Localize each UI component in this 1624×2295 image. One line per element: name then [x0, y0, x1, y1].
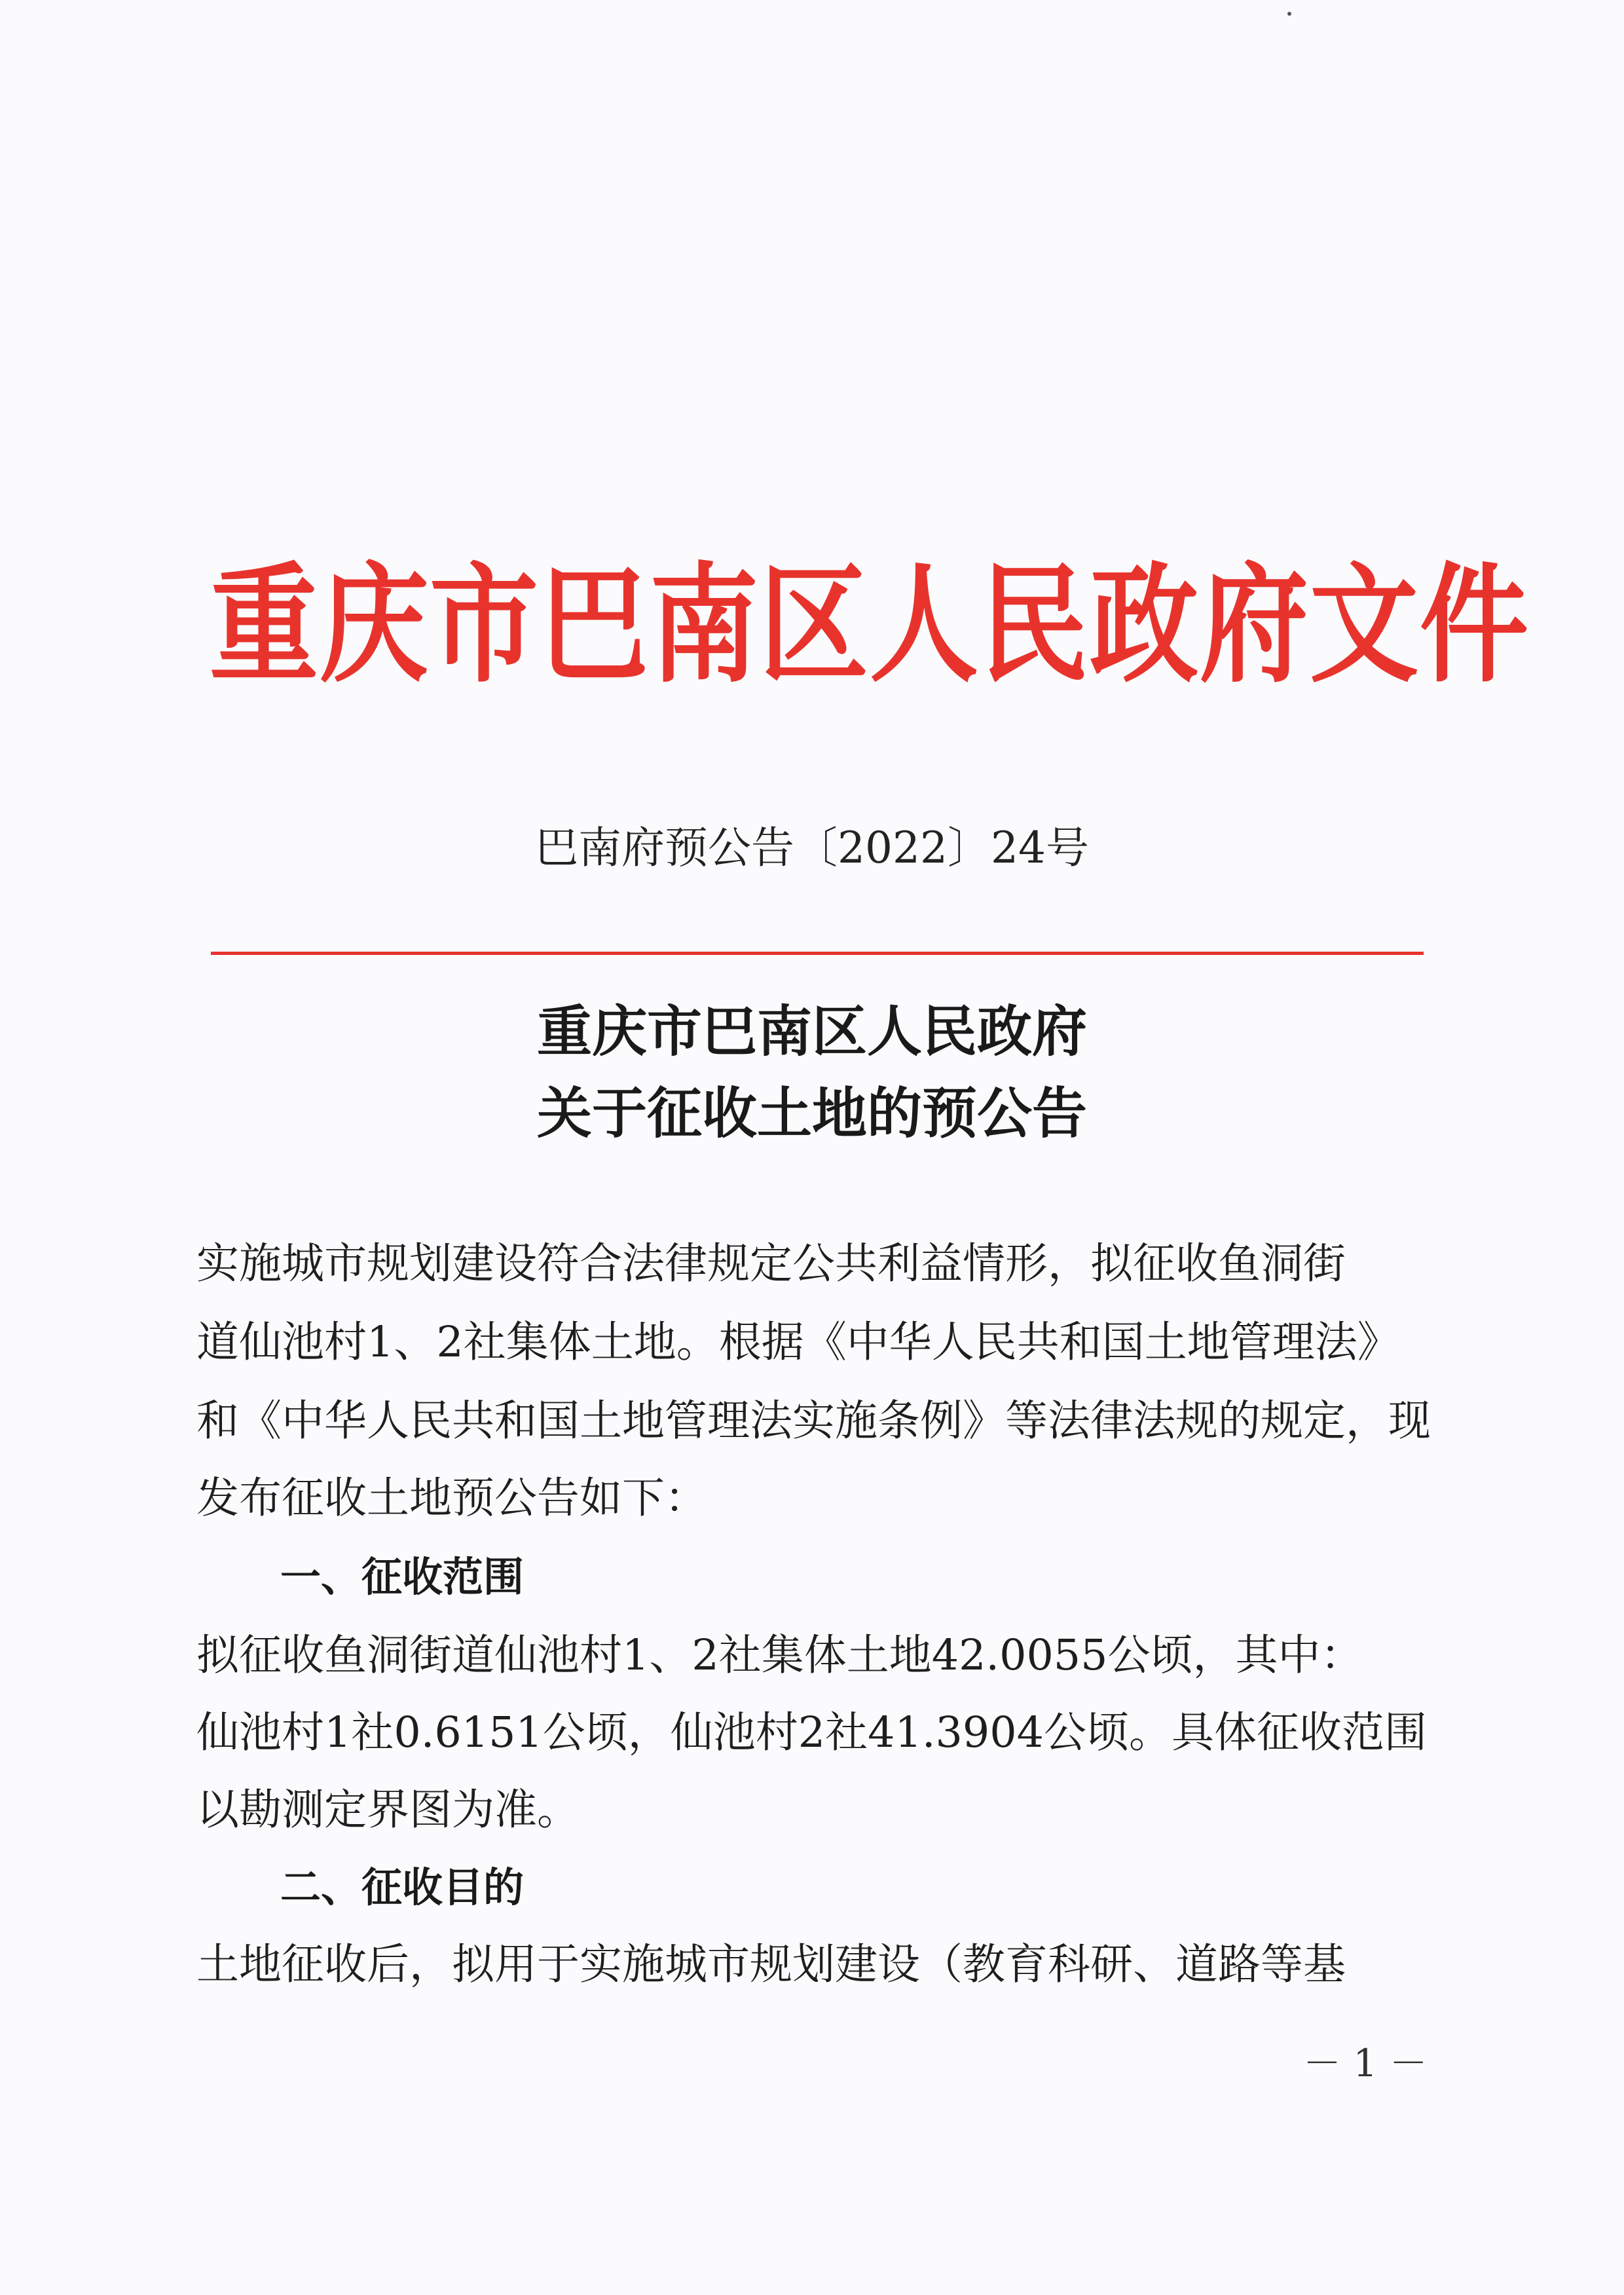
document-title-line-1: 重庆市巴南区人民政府	[536, 999, 1087, 1064]
document-title-line-2: 关于征收土地的预公告	[536, 1081, 1087, 1146]
document-number: 巴南府预公告〔2022〕24号	[535, 823, 1089, 873]
section-2-heading: 二、征收目的	[280, 1863, 525, 1911]
intro-line-4: 发布征收土地预公告如下：	[196, 1474, 708, 1523]
section-1-line-2: 仙池村1社0.6151公顷，仙池村2社41.3904公顷。具体征收范围	[196, 1708, 1427, 1757]
intro-line-1: 实施城市规划建设符合法律规定公共利益情形，拟征收鱼洞街	[196, 1239, 1346, 1288]
scan-speck	[1287, 12, 1291, 16]
intro-line-3: 和《中华人民共和国土地管理法实施条例》等法律法规的规定，现	[196, 1396, 1431, 1446]
section-1-line-3: 以勘测定界图为准。	[196, 1785, 580, 1835]
red-divider-line	[211, 952, 1424, 955]
page-number: － 1 －	[1303, 2041, 1428, 2085]
section-2-line-1: 土地征收后，拟用于实施城市规划建设（教育科研、道路等基	[196, 1940, 1346, 1989]
masthead-title: 重庆市巴南区人民政府文件	[210, 550, 1530, 701]
intro-line-2: 道仙池村1、2社集体土地。根据《中华人民共和国土地管理法》	[196, 1318, 1400, 1367]
section-1-line-1: 拟征收鱼洞街道仙池村1、2社集体土地42.0055公顷，其中：	[196, 1631, 1363, 1680]
section-1-heading: 一、征收范围	[280, 1553, 525, 1601]
